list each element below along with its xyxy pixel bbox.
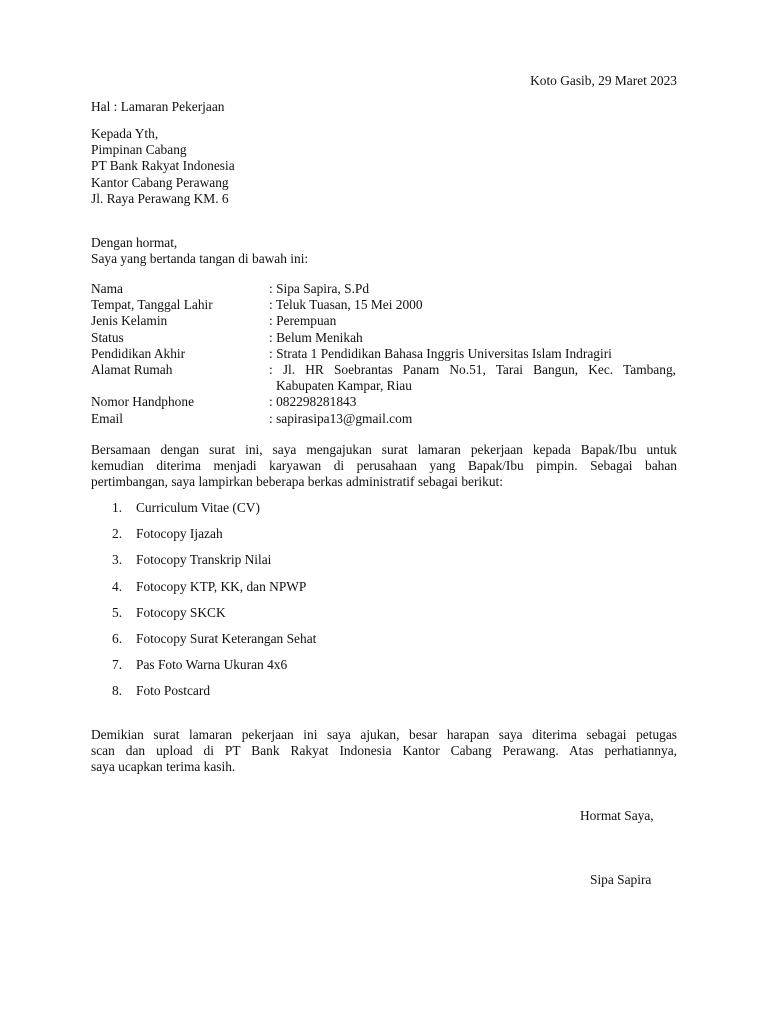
field-value: : sapirasipa13@gmail.com [269, 410, 413, 426]
greeting: Dengan hormat, [91, 235, 178, 250]
closing-line: scan dan upload di PT Bank Rakyat Indonesia Kantor Cabang Perawang. Atas perhatiannya, [91, 743, 677, 759]
list-item [112, 552, 316, 578]
list-number: 5. [112, 604, 123, 620]
list-number: 7. [112, 657, 123, 673]
list-item [112, 500, 316, 526]
closing-paragraph [91, 727, 677, 776]
list-number: 8. [112, 683, 123, 699]
list-number: 6. [112, 630, 123, 646]
body-paragraph [91, 442, 677, 491]
address-line-2: Kabupaten Kampar, Riau [276, 378, 412, 394]
field-row-birth [91, 297, 678, 313]
list-number: 3. [112, 552, 123, 568]
field-label: Email [91, 410, 123, 426]
body-line: pertimbangan, saya lampirkan beberapa berkas administratif sebagai berikut: [91, 474, 503, 490]
list-item [112, 683, 316, 709]
list-text: Fotocopy Transkrip Nilai [136, 552, 272, 568]
list-item [112, 526, 316, 552]
sign-off: Hormat Saya, [580, 808, 654, 823]
greeting-block [91, 235, 308, 267]
list-text: Foto Postcard [136, 683, 211, 699]
list-text: Curriculum Vitae (CV) [136, 500, 260, 515]
list-text: Fotocopy SKCK [136, 604, 226, 620]
recipient-block [91, 126, 235, 207]
list-text: Fotocopy KTP, KK, dan NPWP [136, 578, 307, 594]
closing-line: saya ucapkan terima kasih. [91, 759, 236, 775]
field-value-address [269, 362, 678, 394]
recipient-line: PT Bank Rakyat Indonesia [91, 158, 235, 174]
list-item [112, 657, 316, 683]
list-number: 1. [112, 500, 123, 515]
field-value: : 082298281843 [269, 394, 357, 410]
field-value: : Belum Menikah [269, 329, 363, 345]
field-label: Jenis Kelamin [91, 313, 168, 329]
field-row-education [91, 346, 678, 362]
field-row-address [91, 362, 678, 394]
field-label: Tempat, Tanggal Lahir [91, 297, 213, 313]
field-row-phone [91, 394, 678, 410]
list-item [112, 631, 316, 657]
recipient-line: Pimpinan Cabang [91, 142, 187, 158]
closing-line: Demikian surat lamaran pekerjaan ini saya ajukan, besar harapan saya diterima sebagai petugas [91, 727, 677, 742]
address-line-1: : Jl. HR Soebrantas Panam No.51, Tarai Bangun, Kec. Tambang, [269, 362, 676, 378]
signer-name: Sipa Sapira [590, 872, 652, 887]
field-label: Pendidikan Akhir [91, 345, 186, 361]
list-text: Fotocopy Ijazah [136, 526, 223, 542]
body-line: kemudian diterima menjadi karyawan di perusahaan yang Bapak/Ibu pimpin. Sebagai bahan [91, 458, 677, 474]
list-text: Pas Foto Warna Ukuran 4x6 [136, 657, 288, 673]
list-item [112, 605, 316, 631]
list-number: 2. [112, 526, 123, 542]
field-row-name [91, 281, 678, 297]
body-line: Bersamaan dengan surat ini, saya mengajukan surat lamaran pekerjaan kepada Bapak/Ibu untuk [91, 442, 677, 457]
field-value: : Sipa Sapira, S.Pd [269, 281, 370, 296]
list-text: Fotocopy Surat Keterangan Sehat [136, 630, 317, 646]
letter-subject: Hal : Lamaran Pekerjaan [91, 99, 225, 114]
field-value: : Strata 1 Pendidikan Bahasa Inggris Universitas Islam Indragiri [269, 345, 612, 361]
recipient-line: Kantor Cabang Perawang [91, 174, 229, 190]
field-label: Nomor Handphone [91, 394, 195, 410]
intro-line: Saya yang bertanda tangan di bawah ini: [91, 251, 309, 267]
field-value: : Perempuan [269, 313, 337, 329]
place-date: Koto Gasib, 29 Maret 2023 [530, 73, 677, 88]
field-label: Status [91, 329, 124, 345]
field-value: : Teluk Tuasan, 15 Mei 2000 [269, 297, 423, 313]
applicant-details [91, 281, 678, 427]
field-row-status [91, 330, 678, 346]
recipient-line: Jl. Raya Perawang KM. 6 [91, 190, 229, 206]
recipient-line: Kepada Yth, [91, 126, 159, 141]
list-number: 4. [112, 578, 123, 594]
field-row-email [91, 411, 678, 427]
list-item [112, 579, 316, 605]
field-label: Nama [91, 281, 123, 296]
attachment-list [112, 500, 316, 710]
field-label: Alamat Rumah [91, 362, 173, 378]
field-row-gender [91, 313, 678, 329]
